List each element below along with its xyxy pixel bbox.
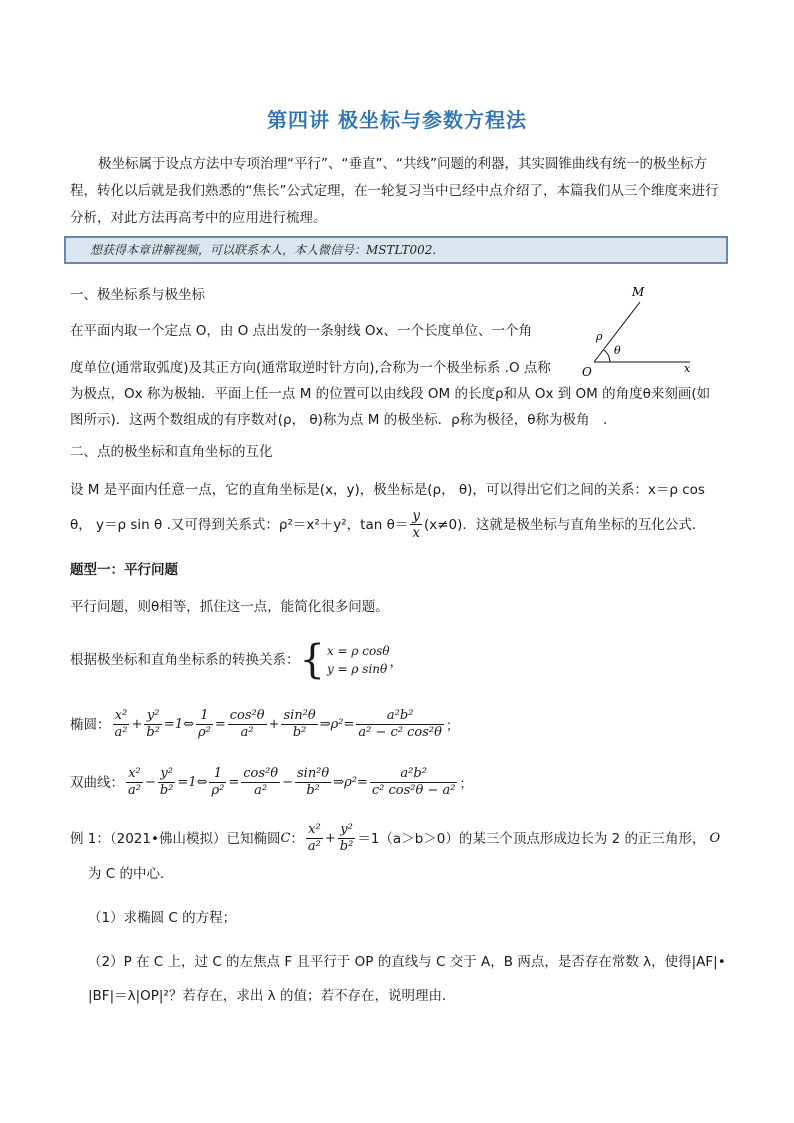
type1-desc: 平行问题，则θ相等，抓住这一点，能简化很多问题。 <box>70 599 389 615</box>
example-q1: （1）求椭圆 C 的方程； <box>88 910 237 926</box>
example-curve: C <box>280 831 291 846</box>
hyperbola-formula <box>70 766 472 799</box>
page-title: 第四讲 极坐标与参数方程法 <box>267 108 527 132</box>
intro-paragraph: 极坐标属于设点方法中专项治理“平行”、“垂直”、“共线”问题的利器，其实圆锥曲线有统一的极坐标方程，转化以后就是我们熟悉的“焦长”公式定理，在一轮复习当中已经中点介绍了，本篇我们从三个维度来进行分析，对此方法再高考中的应用进行梳理。 <box>70 156 719 226</box>
convert-label: 根据极坐标和直角坐标系的转换关系： <box>70 652 300 668</box>
ellipse-tail: ； <box>445 719 459 734</box>
example-line1 <box>70 822 720 855</box>
angle-arc <box>604 350 610 362</box>
section1-line4: 图所示)．这两个数组成的有序数对(ρ， θ)称为点 M 的极坐标．ρ称为极径，θ称为极角 . <box>70 412 608 428</box>
tan-fraction-num: y <box>412 508 420 524</box>
ellipse-formula <box>70 708 459 741</box>
hyperbola-equation: $\frac{\text{x²}}{\text{a²}}$ − $\frac{\text{y²}}{\text{b²}}$ =1⇔ $\frac{1}{\text{ρ²}}$ = $\frac{\text{cos²θ}}{\text{a²}}$ − $\frac{\text{sin²θ}}{\text{b²}}$ ⇒ρ²= $\frac{\text{a²b²}}{\text{c² cos²θ − a²}}$ <box>128 766 456 798</box>
system-tail: ， <box>389 654 403 670</box>
type1-heading: 题型一：平行问题 <box>70 562 178 578</box>
section2-line1: 设 M 是平面内任意一点，它的直角坐标是(x，y)，极坐标是(ρ， θ)，可以得出它们之间的关系：x＝ρ cos <box>70 482 705 498</box>
system-brace: { <box>299 637 325 683</box>
system-line2: y = ρ sinθ <box>326 662 388 676</box>
example-line2: 为 C 的中心． <box>88 866 174 882</box>
conversion-system <box>327 642 390 678</box>
hyperbola-label: 双曲线： <box>70 774 124 791</box>
section1-line3: 为极点，Ox 称为极轴．平面上任一点 M 的位置可以由线段 OM 的长度ρ和从 Ox 到 OM 的角度θ来刻画(如 <box>70 386 711 402</box>
section1-line2: 度单位(通常取弧度)及其正方向(通常取逆时针方向),合称为一个极坐标系 .O 点称 <box>70 360 551 376</box>
example-label: 例 1：（2021•佛山模拟）已知椭圆 <box>70 830 281 847</box>
tan-fraction <box>410 508 422 541</box>
notice-box: 想获得本章讲解视频，可以联系本人，本人微信号：MSTLT002. <box>64 236 728 264</box>
label-x: x <box>684 362 691 375</box>
system-line1: x = ρ cosθ <box>326 644 390 658</box>
example-q2-line2: |BF|＝λ|OP|²？若存在，求出 λ 的值；若不存在，说明理由． <box>88 988 456 1004</box>
label-rho: ρ <box>596 330 603 343</box>
example-q2-line1: （2）P 在 C 上，过 C 的左焦点 F 且平行于 OP 的直线与 C 交于 A，B 两点，是否存在常数 λ，使得|AF|• <box>88 954 726 970</box>
conversion-formula <box>70 637 403 683</box>
ellipse-label: 椭圆： <box>70 716 111 733</box>
section2-line2 <box>70 508 705 541</box>
section2-heading: 二、点的极坐标和直角坐标的互化 <box>70 444 273 460</box>
example-colon: ： <box>290 830 304 847</box>
section2-line2-b: (x≠0)．这就是极坐标与直角坐标的互化公式． <box>423 516 706 533</box>
tan-fraction-den: x <box>412 525 420 541</box>
example-ellipse-eq: $\frac{\text{x²}}{\text{a²}}$ + $\frac{\text{y²}}{\text{b²}}$ <box>307 822 354 854</box>
label-o: O <box>582 365 592 379</box>
polar-diagram <box>574 280 714 380</box>
example-o: O <box>709 831 721 846</box>
example-condition: ＝1（a＞b＞0）的某三个顶点形成边长为 2 的正三角形， <box>357 830 706 847</box>
section1-heading: 一、极坐标系与极坐标 <box>70 287 205 303</box>
ellipse-equation: $\frac{\text{x²}}{\text{a²}}$ + $\frac{\text{y²}}{\text{b²}}$ =1⇔ $\frac{1}{\text{ρ²}}$ = $\frac{\text{cos²θ}}{\text{a²}}$ + $\frac{\text{sin²θ}}{\text{b²}}$ ⇒ρ²= $\frac{\text{a²b²}}{\text{a² − c² cos²θ}}$ <box>114 708 442 740</box>
section1-line1: 在平面内取一个定点 O，由 O 点出发的一条射线 Ox、一个长度单位、一个角 <box>70 323 533 339</box>
label-m: M <box>632 285 645 299</box>
label-theta: θ <box>614 344 621 357</box>
hyperbola-tail: ； <box>459 777 473 792</box>
section2-line2-a: θ， y＝ρ sin θ .又可得到关系式：ρ²＝x²＋y²，tan θ＝ <box>70 516 409 533</box>
